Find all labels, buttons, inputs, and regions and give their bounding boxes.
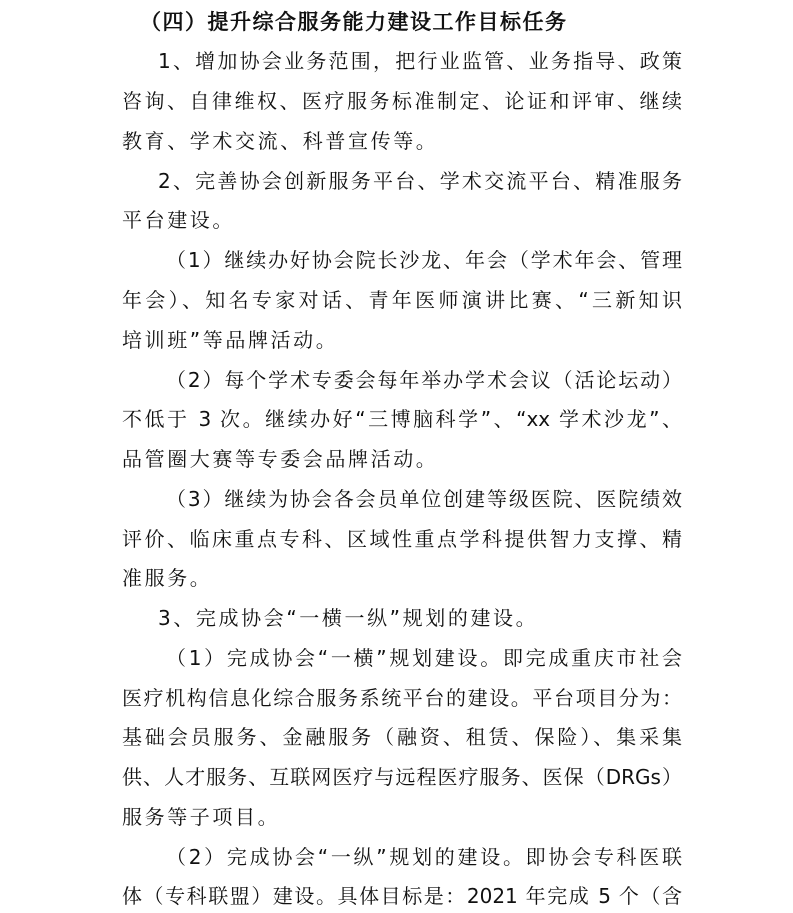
paragraph-line: 准服务。 [122,566,213,590]
paragraph-line: 医疗机构信息化综合服务系统平台的建设。平台项目分为： [122,686,682,710]
paragraph-line: （2）每个学术专委会每年举办学术会议（活论坛动） [166,368,682,392]
paragraph-line: （1）继续办好协会院长沙龙、年会（学术年会、管理 [166,248,682,272]
paragraph-line: 年会）、知名专家对话、青年医师演讲比赛、“三新知识 [122,288,682,312]
paragraph-line: 2、完善协会创新服务平台、学术交流平台、精准服务 [158,169,682,193]
paragraph-line: 1、增加协会业务范围，把行业监管、业务指导、政策 [158,49,682,73]
paragraph-line: 培训班”等品牌活动。 [122,328,339,352]
paragraph-line: 供、人才服务、互联网医疗与远程医疗服务、医保（DRGs） [122,765,682,789]
paragraph-line: 3、完成协会“一横一纵”规划的建设。 [158,606,539,630]
paragraph-line: 评价、临床重点专科、区域性重点学科提供智力支撑、精 [122,527,682,551]
paragraph-line: 服务等子项目。 [122,805,281,829]
paragraph-line: 体（专科联盟）建设。具体目标是：2021 年完成 5 个（含 [122,884,682,908]
paragraph-line: 不低于 3 次。继续办好“三博脑科学”、“xx 学术沙龙”、 [122,407,682,431]
paragraph-line: （1）完成协会“一横”规划建设。即完成重庆市社会 [166,646,682,670]
section-heading: （四）提升综合服务能力建设工作目标任务 [140,10,568,34]
paragraph-line: （3）继续为协会各会员单位创建等级医院、医院绩效 [166,487,682,511]
paragraph-line: 教育、学术交流、科普宣传等。 [122,129,439,153]
paragraph-line: 品管圈大赛等专委会品牌活动。 [122,447,439,471]
paragraph-line: 平台建设。 [122,208,235,232]
paragraph-line: 咨询、自律维权、医疗服务标准制定、论证和评审、继续 [122,89,682,113]
paragraph-line: （2）完成协会“一纵”规划的建设。即协会专科医联 [166,845,682,869]
paragraph-line: 基础会员服务、金融服务（融资、租赁、保险）、集采集 [122,725,682,749]
